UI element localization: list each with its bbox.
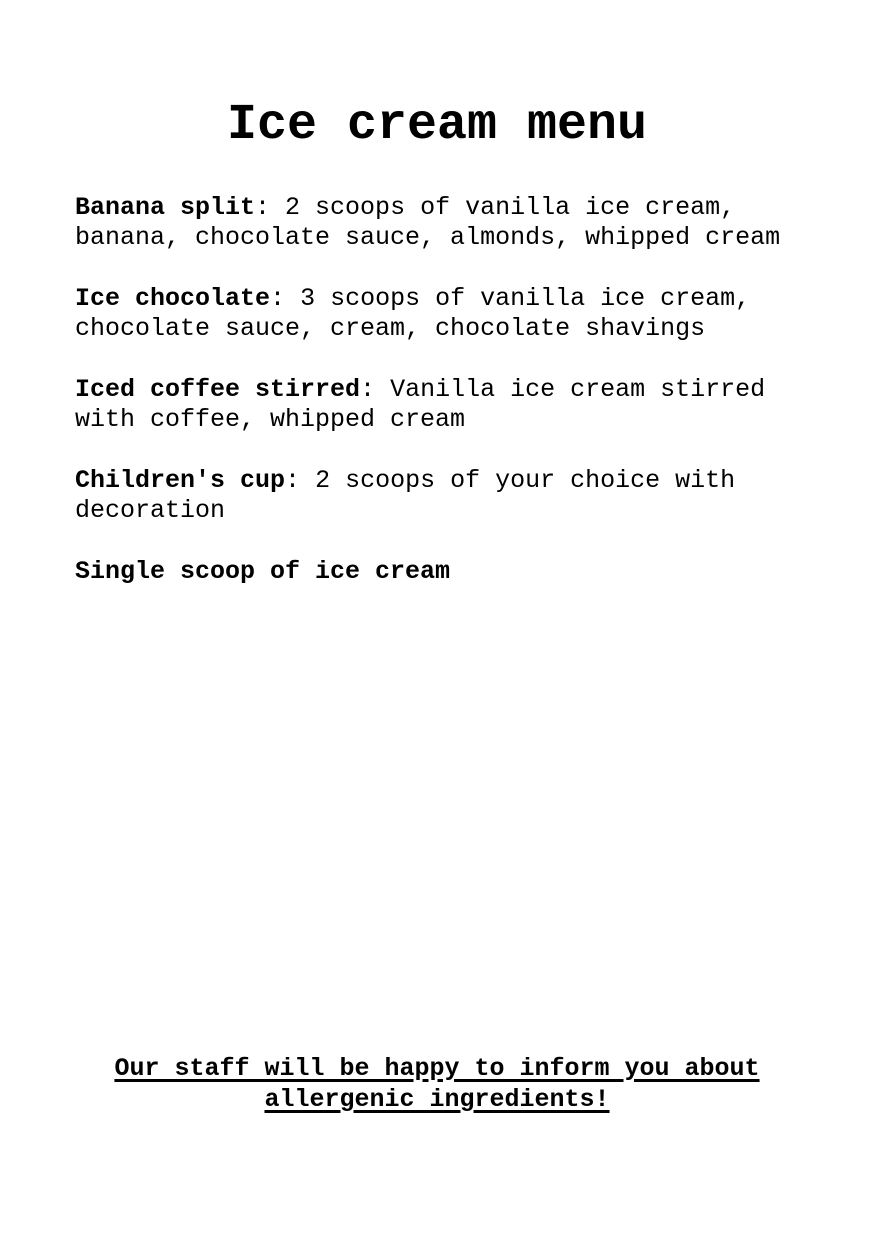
menu-item-name: Ice chocolate	[75, 284, 271, 313]
menu-item	[75, 284, 799, 344]
menu-item	[75, 375, 799, 435]
menu-item-name: Single scoop of ice cream	[75, 557, 451, 586]
page-title: Ice cream menu	[226, 97, 648, 154]
document-content	[75, 0, 799, 587]
menu-item	[75, 193, 799, 253]
menu-item-description: 3 scoops of vanilla ice cream, chocolate sauce, cream, chocolate shavings	[75, 284, 751, 343]
menu-item-description: 2 scoops of vanilla ice cream, banana, chocolate sauce, almonds, whipped cream	[75, 193, 781, 252]
colon-separator: :	[270, 284, 301, 313]
colon-separator: :	[360, 375, 391, 404]
colon-separator: :	[285, 466, 316, 495]
menu-item-name: Iced coffee stirred	[75, 375, 361, 404]
menu-item	[75, 557, 799, 587]
allergy-note: Our staff will be happy to inform you about allergenic ingredients!	[114, 1054, 760, 1114]
menu-item-name: Children's cup	[75, 466, 286, 495]
colon-separator: :	[255, 193, 286, 222]
menu-item-name: Banana split	[75, 193, 256, 222]
menu-item	[75, 466, 799, 526]
menu-item-description: Vanilla ice cream stirred with coffee, whipped cream	[75, 375, 766, 434]
menu-item-description: 2 scoops of your choice with decoration	[75, 466, 736, 525]
